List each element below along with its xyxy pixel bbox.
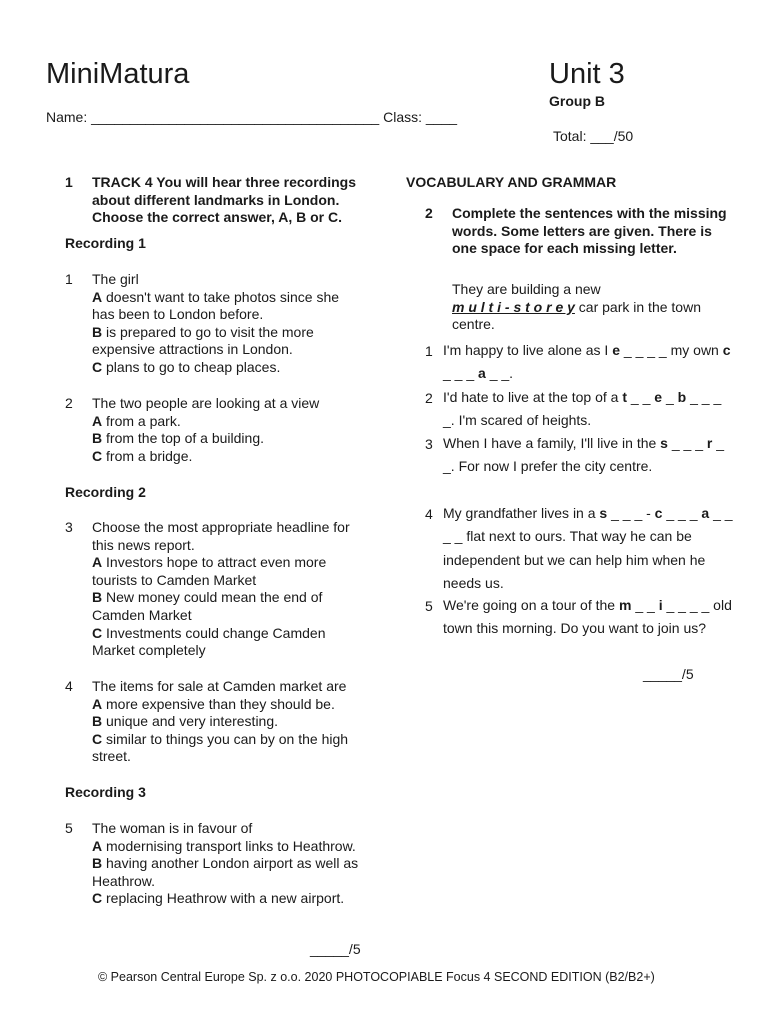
exercise-2-instruction: Complete the sentences with the missing words. Some letters are given. There is one space for each missing letter.	[452, 205, 727, 257]
exercise-1-score: _____/5	[310, 941, 361, 957]
sentence-2-number: 2	[425, 390, 433, 406]
question-3-number: 3	[65, 519, 73, 535]
option-c: C replacing Heathrow with a new airport.	[92, 890, 345, 907]
sentence-3-number: 3	[425, 436, 433, 452]
option-b: B from the top of a building.	[92, 430, 264, 447]
name-class-line: Name: _____________________________________ Class: ____	[46, 109, 458, 125]
copyright-footer: © Pearson Central Europe Sp. z o.o. 2020 PHOTOCOPIABLE Focus 4 SECOND EDITION (B2/B2+)	[98, 970, 655, 984]
sentence-4-number: 4	[425, 506, 433, 522]
recording-2-heading: Recording 2	[65, 484, 146, 500]
exercise-2-number: 2	[425, 205, 433, 221]
option-b: B New money could mean the end of Camden Market	[92, 589, 323, 623]
sentence-5: We're going on a tour of the m _ _ i _ _ _ _ old town this morning. Do you want to join us?	[443, 597, 732, 637]
sentence-4: My grandfather lives in a s _ _ _ - c _ _ _ a _ _ _ _ flat next to ours. That way he can be independent but we can help him when he needs us.	[443, 505, 733, 591]
example-sentence: They are building a new m u l t i - s t o r e y car park in the town centre.	[452, 281, 701, 333]
option-c: C from a bridge.	[92, 447, 193, 464]
option-a: A more expensive than they should be.	[92, 695, 335, 712]
sentence-3: When I have a family, I'll live in the s _ _ _ r _ _. For now I prefer the city centre.	[443, 435, 725, 475]
page-title: MiniMatura	[46, 58, 190, 90]
option-c: C similar to things you can by on the high street.	[92, 730, 349, 765]
recording-3-heading: Recording 3	[65, 784, 146, 800]
section-heading: VOCABULARY AND GRAMMAR	[406, 174, 617, 190]
exercise-1-number: 1	[65, 174, 73, 190]
question-stem: The items for sale at Camden market are	[92, 678, 347, 694]
exercise-2-score: _____/5	[643, 666, 694, 682]
sentence-5-number: 5	[425, 598, 433, 614]
question-5	[92, 820, 362, 908]
question-1-number: 1	[65, 271, 73, 287]
question-stem: Choose the most appropriate headline for this news report.	[92, 519, 350, 553]
unit-label: Unit 3	[549, 58, 625, 90]
question-stem: The woman is in favour of	[92, 820, 253, 836]
option-a: A modernising transport links to Heathrow.	[92, 837, 356, 854]
question-stem: The two people are looking at a view	[92, 395, 320, 411]
option-c: C Investments could change Camden Market completely	[92, 624, 326, 659]
question-4-number: 4	[65, 678, 73, 694]
option-a: A from a park.	[92, 412, 181, 429]
recording-1-heading: Recording 1	[65, 235, 146, 251]
option-a: A Investors hope to attract even more tourists to Camden Market	[92, 554, 327, 588]
exercise-1-instruction: TRACK 4 You will hear three recordings about different landmarks in London. Choose the correct answer, A, B or C.	[92, 174, 356, 226]
option-b: B unique and very interesting.	[92, 713, 279, 730]
group-label: Group B	[549, 93, 605, 109]
question-2	[92, 395, 362, 465]
question-stem: The girl	[92, 271, 139, 287]
example-answer: m u l t i - s t o r e y	[452, 298, 575, 315]
question-1	[92, 271, 362, 377]
total-score: Total: ___/50	[553, 128, 634, 144]
option-a: A doesn't want to take photos since she has been to London before.	[92, 288, 340, 323]
question-4	[92, 678, 362, 766]
sentence-1: I'm happy to live alone as I e _ _ _ _ my own c _ _ _ a _ _.	[443, 342, 731, 382]
sentence-1-number: 1	[425, 343, 433, 359]
option-b: B is prepared to go to visit the more expensive attractions in London.	[92, 323, 314, 358]
option-b: B having another London airport as well as Heathrow.	[92, 855, 359, 889]
question-2-number: 2	[65, 395, 73, 411]
question-3	[92, 519, 362, 660]
question-5-number: 5	[65, 820, 73, 836]
sentence-2: I'd hate to live at the top of a t _ _ e _ b _ _ _ _. I'm scared of heights.	[443, 389, 722, 429]
option-c: C plans to go to cheap places.	[92, 358, 281, 375]
